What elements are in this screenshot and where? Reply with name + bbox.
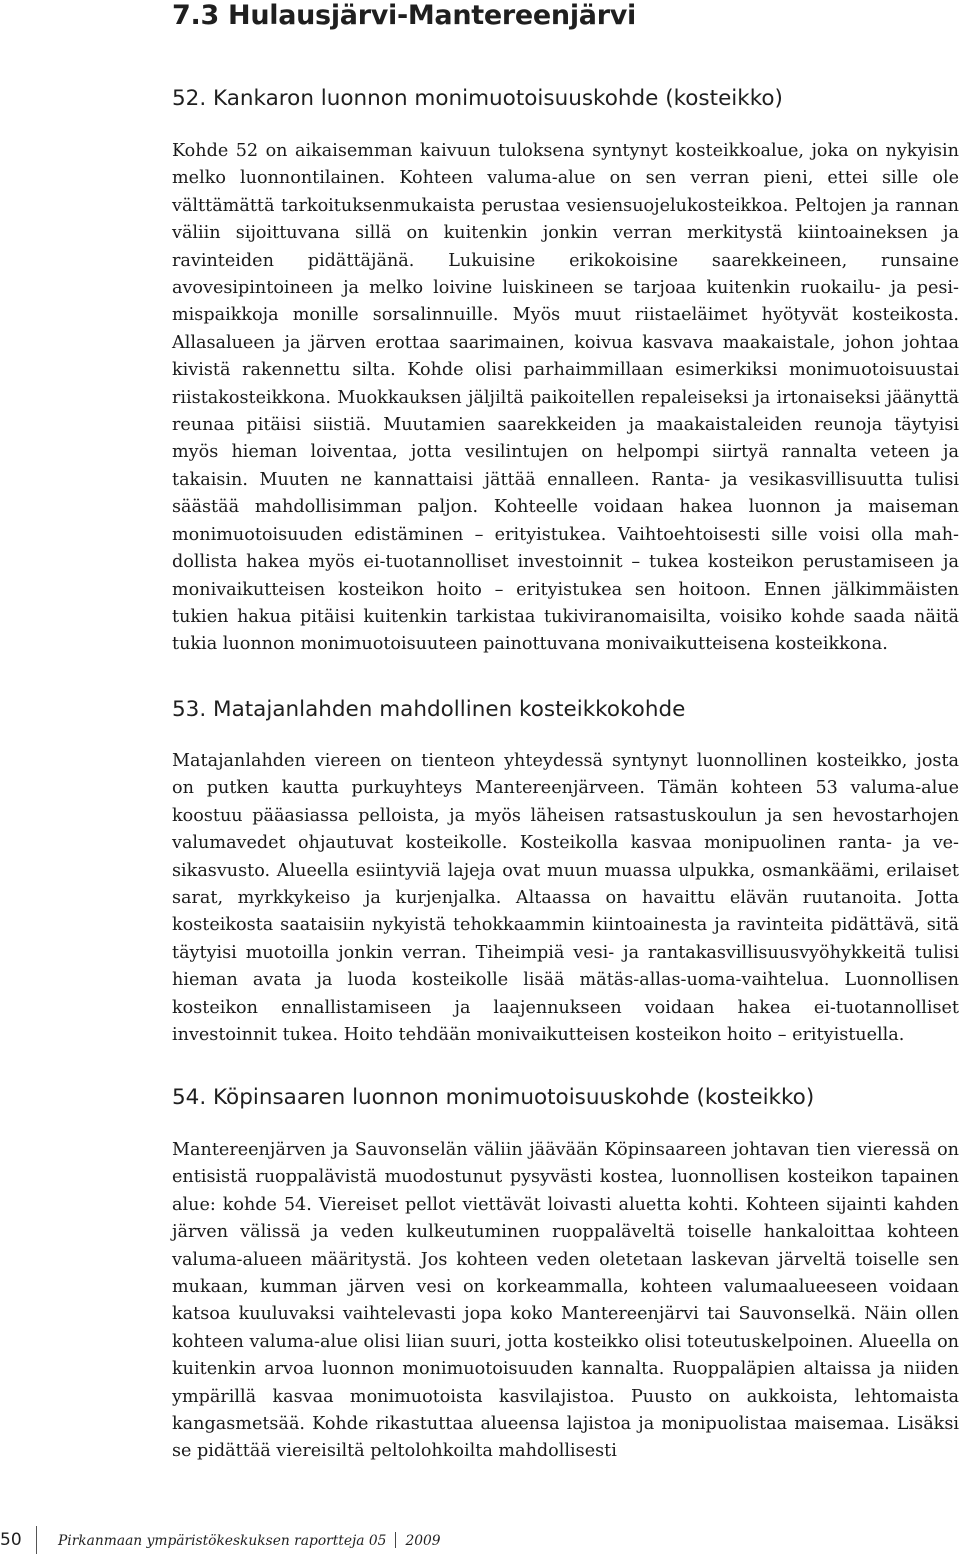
section-heading-54: 54. Köpinsaaren luonnon monimuotoisuuskohde (kosteikko) [172, 1085, 815, 1110]
publication-title: Pirkanmaan ympäristökeskuksen raportteja 05 [58, 1533, 387, 1549]
page-number: 50 [0, 1530, 22, 1550]
section-body-52: Kohde 52 on aikaisemman kaivuun tuloksena syntynyt kosteikkoalue, joka on nykyisin melko luonnontilainen. Kohteen valuma-alue on sen verran pieni, ettei sille ole välttämättä tarkoituksenmukaista perustaa vesiensuojelukosteikkoa. Peltojen ja rannan väliin sijoittuvana sillä on kuitenkin jonkin verran merkitystä kiintoaineksen ja ravinteiden pidättäjänä. Lukuisine erikokoisine saarekkeineen, runsaine avovesipintoineen ja melko loivine luiskineen se tarjoaa kuitenkin ruokailu- ja pesimispaikkoja monille sorsalinnuille. Myös muut riistaeläimet hyötyvät kosteikosta. Allasalueen ja järven erottaa saarimainen, koivua kasvava maakaistale, johon johtaa kivistä rakennettu silta. Kohde olisi parhaimmillaan esimerkiksi monimuotoisuustai riistakosteikkona. Muokkauksen jäljiltä paikoitellen repaleiseksi ja irtonaiseksi jäänyttä reunaa pitäisi siistiä. Muutamien saarekkeiden ja maakaistaleiden reunoja täytyisi myös hieman loiventaa, jotta vesilintujen on helpompi siirtyä rannalta veteen ja takaisin. Muuten ne kannattaisi jättää ennalleen. Ranta- ja vesikasvillisuutta tulisi säästää mahdollisimman paljon. Kohteelle voidaan hakea luonnon ja maiseman monimuotoisuuden edistäminen – erityistukea. Vaihtoehtoisesti sille voisi olla mahdollista hakea myös ei-tuotannolliset investoinnit – tukea kosteikon perustamiseen ja monivaikutteisen kosteikon hoito – erityistukea sen hoitoon. Ennen jälkimmäisten tukien hakua pitäisi kuitenkin tarkistaa tukiviranomaisilta, voisiko kohde saada näitä tukia luonnon monimuotoisuuteen painottuvana monivaikutteisena kosteikkona. [172, 141, 959, 655]
footer-divider [36, 1526, 37, 1554]
publication-info [58, 1532, 441, 1549]
section-heading-53: 53. Matajanlahden mahdollinen kosteikkokohde [172, 697, 686, 722]
section-body-54: Mantereenjärven ja Sauvonselän väliin jäävään Köpinsaareen johtavan tien vieressä on entisistä ruoppalävistä muodostunut pysyvästi kostea, luonnollisen kosteikon tapainen alue: kohde 54. Viereiset pellot viettävät loivasti aluetta kohti. Kohteen sijainti kahden järven välissä ja veden kulkeutuminen ruoppaläveltä toiselle hankaloittaa kohteen valuma-alueen määritystä. Jos kohteen veden oletetaan laskevan järveltä toiselle sen mukaan, kumman järven vesi on korkeammalla, kohteen valumaalueeseen voidaan katsoa kuuluvaksi vaihtelevasti jopa koko Mantereenjärvi tai Sauvonselkä. Näin ollen kohteen valuma-alue olisi liian suuri, jotta kosteikko olisi toteutuskelpoinen. Alueella on kuitenkin arvoa luonnon monimuotoisuuden kannalta. Ruoppaläpien altaissa ja niiden ympärillä kasvaa monimuotoista kasvilajistoa. Puusto on aukkoista, lehtomaista kangasmetsää. Kohde rikastuttaa alueensa lajistoa ja monipuolistaa maisemaa. Lisäksi se pidättää viereisiltä peltolohkoilta mahdollisesti [172, 1140, 959, 1462]
section-heading-52: 52. Kankaron luonnon monimuotoisuuskohde (kosteikko) [172, 86, 783, 111]
publication-separator [395, 1532, 396, 1548]
chapter-title: 7.3 Hulausjärvi-Mantereenjärvi [172, 0, 637, 31]
section-body-53: Matajanlahden viereen on tienteon yhteydessä syntynyt luonnollinen kosteikko, josta on putken kautta purkuyhteys Mantereenjärveen. Tämän kohteen 53 valuma-alue koostuu pääasiassa pelloista, ja myös läheisen ratsastuskoulun ja sen hevostarhojen valumavedet ohjautuvat kosteikolle. Kosteikolla kasvaa monipuolinen ranta- ja vesikasvusto. Alueella esiintyviä lajeja ovat muun muassa ulpukka, osmankäämi, erilaiset sarat, myrkkykeiso ja kurjenjalka. Altaassa on havaittu elävän ruutanoita. Jotta kosteikosta saataisiin nykyistä tehokkaammin kiintoainesta ja ravinteita pidättävä, sitä täytyisi muotoilla jonkin verran. Tiheimpiä vesi- ja rantakasvillisuusvyöhykkeitä tulisi hieman avata ja luoda kosteikolle lisää mätäs-allas-uoma-vaihtelua. Luonnollisen kosteikon ennallistamiseen ja laajennukseen voidaan hakea ei-tuotannolliset investoinnit tukea. Hoito tehdään monivaikutteisen kosteikon hoito – erityistuella. [172, 751, 959, 1046]
page-footer [0, 1530, 960, 1554]
publication-year: 2009 [405, 1533, 441, 1549]
